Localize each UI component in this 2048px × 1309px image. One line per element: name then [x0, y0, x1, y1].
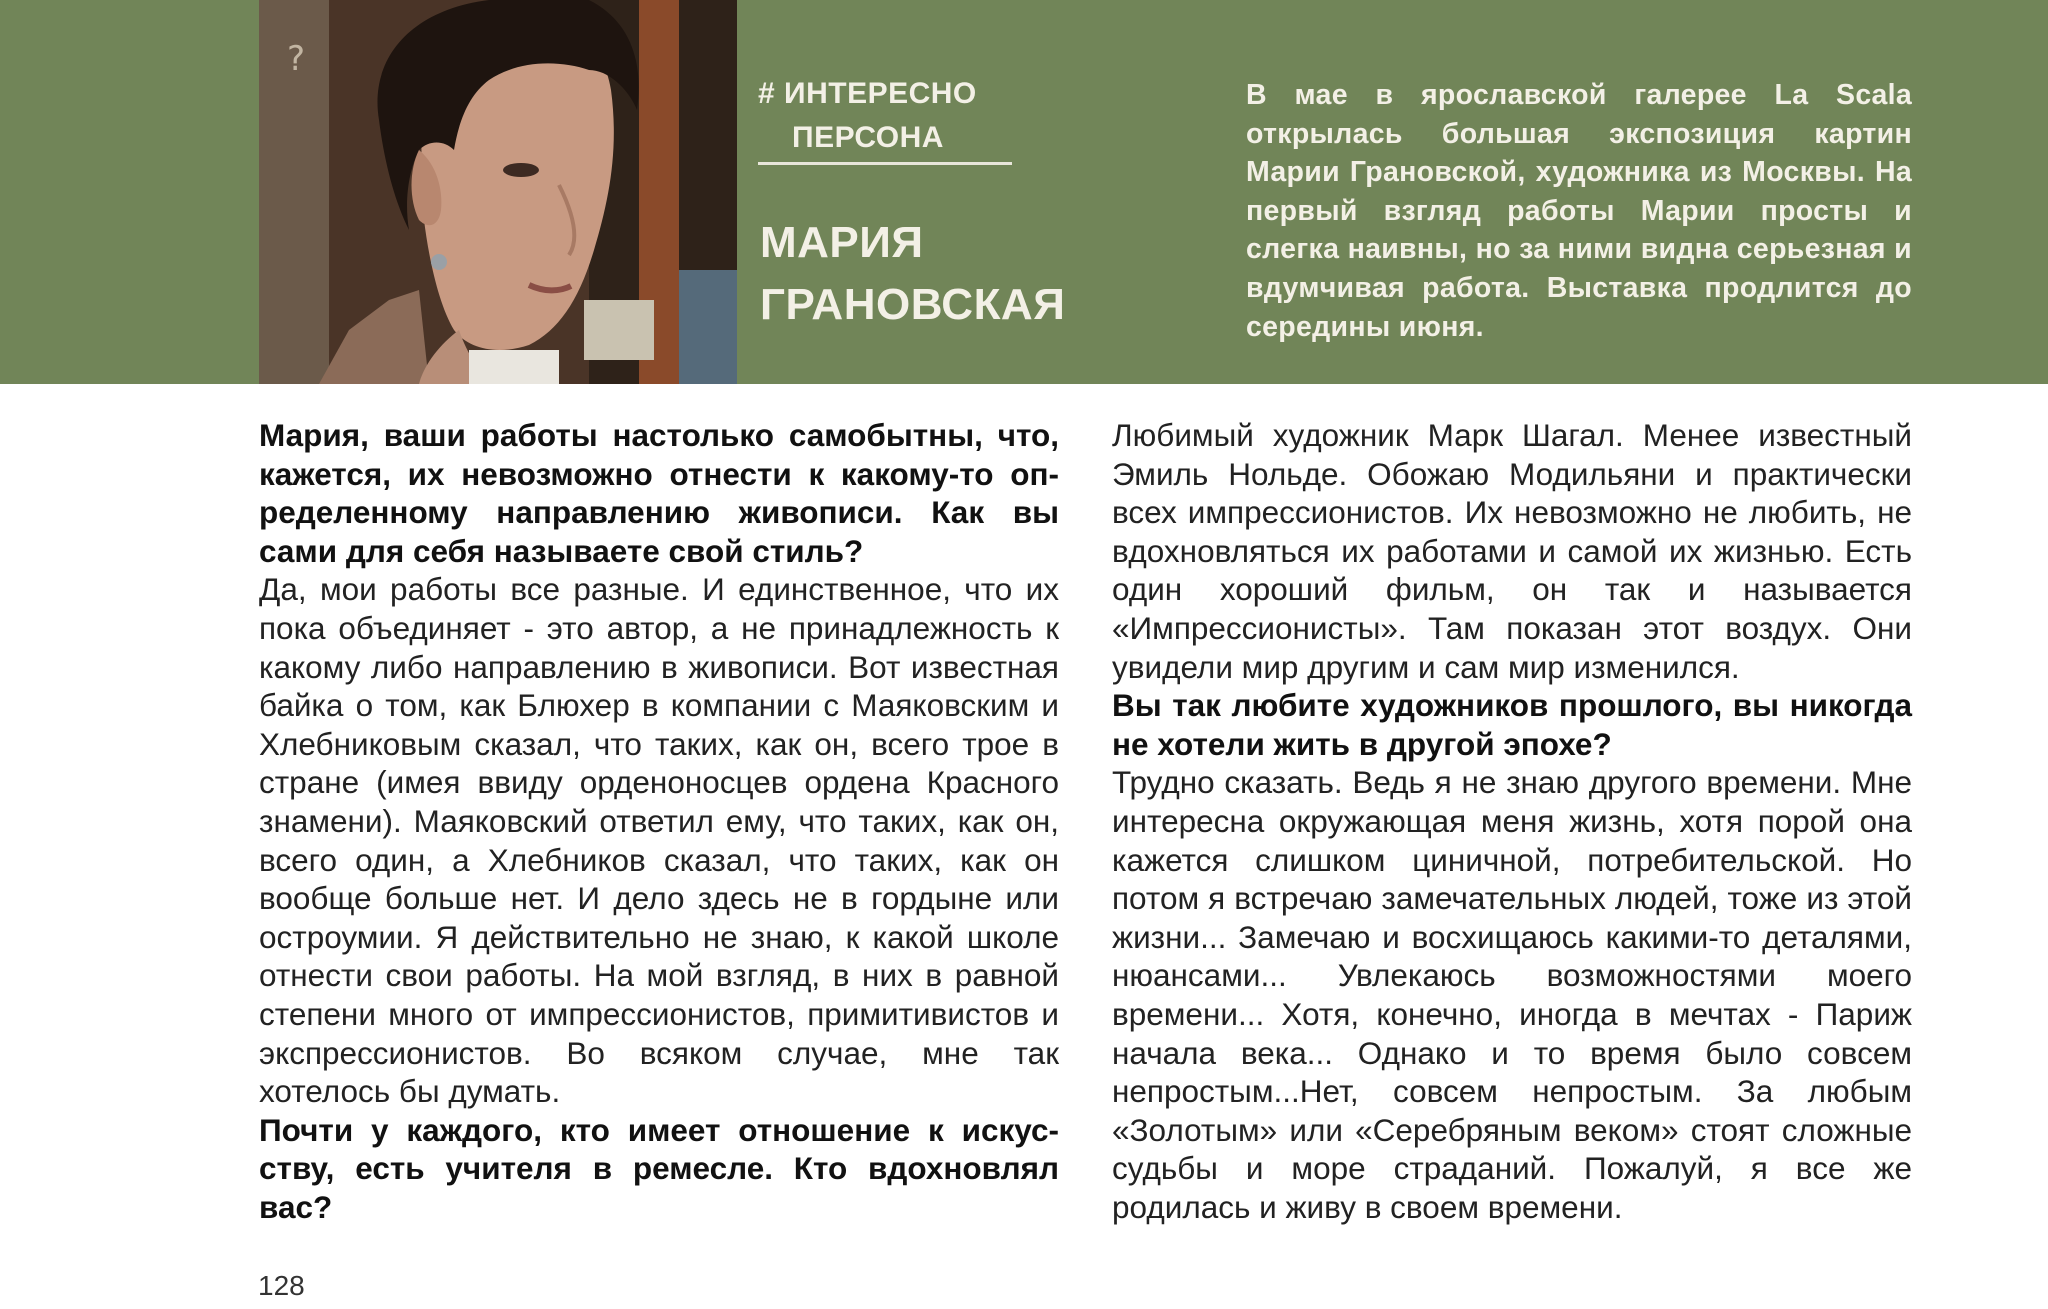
- interview-question: Мария, ваши работы настолько самобытны, что, кажется, их невозможно отнести к какому-то определенному направлению живописи. Как вы сами для себя называете свой стиль?: [259, 417, 1059, 569]
- person-last-name: ГРАНОВСКАЯ: [760, 280, 1066, 329]
- person-name: [760, 212, 1090, 336]
- interview-column-left: [259, 416, 1059, 1226]
- rubric-divider: [758, 162, 1012, 165]
- interview-column-right: [1112, 416, 1912, 1226]
- interview-answer: Трудно сказать. Ведь я не знаю другого времени. Мне интересна окружающая меня жизнь, хотя порой она кажется слишком циничной, потребительской. Но потом я встречаю замечательных людей, тоже из этой жизни... Замечаю и восхищаюсь какими-то деталями, нюансами... Увлекаюсь возможностями моего времени... Хотя, конечно, иногда в мечтах - Париж начала века... Однако и то время было совсем непростым...Нет, совсем непростым. За любым «Золотым» или «Серебряным веком» стоят сложные судьбы и море страданий. Пожалуй, я все же родилась и живу в своем времени.: [1112, 764, 1912, 1225]
- rubric: [758, 72, 1018, 160]
- lead-paragraph: В мае в ярославской галерее La Scala открылась большая экспозиция картин Марии Грановской, художника из Москвы. На первый взгляд работы Марии просты и слегка наивны, но за ними видна серьезная и вдумчивая работа. Выставка продлится до середины июня.: [1246, 79, 1912, 343]
- interview-answer: Да, мои работы все разные. И единственное, что их пока объединяет - это автор, а не принадлежность к какому либо направлению в живописи. Вот известная байка о том, как Блюхер в компании с Маяковским и Хлебниковым сказал, что таких, как он, всего трое в стране (имея ввиду орденоносцев ордена Красного знамени). Маяковский ответил ему, что таких, как он, всего один, а Хлебников сказал, что таких, как он вообще больше нет. И дело здесь не в гордыне или остроумии. Я действительно не знаю, к какой школе отнести свои работы. На мой взгляд, в них в равной степени много от импрессионистов, примитивистов и экспрессионистов. Во всяком случае, мне так хотелось бы думать.: [259, 571, 1059, 1110]
- portrait-photo: [259, 0, 737, 384]
- interview-question: Почти у каждого, кто имеет отношение к искусству, есть учителя в ремесле. Кто вдохновлял вас?: [259, 1111, 1059, 1225]
- interview-question: Вы так любите художников прошлого, вы никогда не хотели жить в другой эпохе?: [1112, 687, 1912, 762]
- rubric-section: ПЕРСОНА: [792, 121, 944, 154]
- rubric-hashtag: # ИНТЕРЕСНО: [758, 77, 977, 110]
- svg-text:?: ?: [287, 39, 306, 79]
- interview-answer: Любимый художник Марк Шагал. Менее известный Эмиль Нольде. Обожаю Модильяни и практически всех импрессионистов. Их невозможно не любить, не вдохновляться их работами и самой их жизнью. Есть один хороший фильм, он так и называется «Импрессионисты». Там показан этот воздух. Они увидели мир другим и сам мир изменился.: [1112, 417, 1912, 685]
- person-first-name: МАРИЯ: [760, 218, 924, 267]
- page-number: 128: [258, 1270, 305, 1301]
